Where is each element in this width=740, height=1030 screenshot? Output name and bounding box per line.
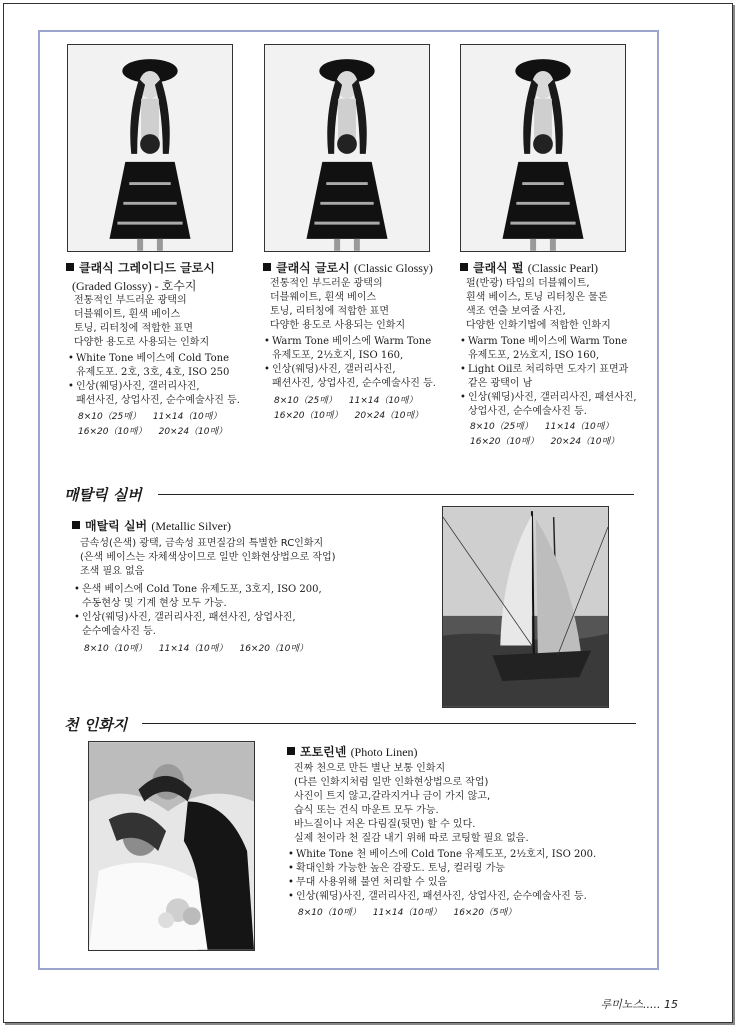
size-option: 16×20（10매） bbox=[78, 427, 147, 437]
spec-item: • 은색 베이스에 Cold Tone 유제도포, 3호지, ISO 200, bbox=[74, 584, 322, 595]
desc-line: 사진이 트지 않고,갈라지거나 금이 가지 않고, bbox=[294, 791, 491, 802]
bullet-square-icon bbox=[460, 263, 468, 271]
desc-line: 습식 또는 건식 마운트 모두 가능. bbox=[294, 805, 439, 816]
page-footer bbox=[601, 996, 679, 1012]
size-list bbox=[78, 410, 239, 440]
size-option: 8×10（25매） bbox=[274, 396, 337, 406]
size-option: 8×10（25매） bbox=[470, 422, 533, 432]
size-option: 8×10（10매） bbox=[84, 644, 147, 654]
section-title-metallic: 매탈릭 실버 bbox=[64, 486, 142, 504]
spec-item: • 인상(웨딩)사진, 갤러리사진, 패션사진, 상업사진, 순수예술사진 등. bbox=[288, 891, 587, 902]
desc-line: 전통적인 부드러운 광택의 bbox=[270, 278, 383, 289]
spec-item: • 무대 사용위해 불연 처리할 수 있음 bbox=[288, 877, 448, 888]
size-list bbox=[84, 642, 320, 657]
size-option: 16×20（10매） bbox=[274, 411, 343, 421]
size-list bbox=[298, 906, 528, 921]
size-option: 20×24（10매） bbox=[550, 437, 620, 447]
size-option: 11×14（10매） bbox=[152, 412, 222, 422]
product-photo-classic-pearl bbox=[460, 44, 626, 252]
product-specs bbox=[68, 352, 240, 408]
size-list bbox=[470, 420, 631, 450]
size-option: 8×10（25매） bbox=[78, 412, 141, 422]
size-option: 16×20（5매） bbox=[453, 908, 517, 918]
desc-line: 펄(반광) 타입의 더블웨이트, bbox=[466, 278, 590, 289]
spec-item: • 인상(웨딩)사진, 갤러리사진, bbox=[264, 364, 396, 375]
product-title-en: (Metallic Silver) bbox=[151, 519, 231, 533]
desc-line: 다양한 용도로 사용되는 인화지 bbox=[270, 320, 406, 331]
size-option: 16×20（10매） bbox=[470, 437, 539, 447]
product-title-ko: 클래식 그레이디드 글로시 bbox=[79, 261, 215, 275]
product-subtitle: (Graded Glossy) - 호수지 bbox=[72, 279, 197, 293]
size-option: 8×10（10매） bbox=[298, 908, 361, 918]
product-specs bbox=[460, 335, 637, 419]
wedding-couple-image bbox=[89, 742, 254, 950]
product-title-ko: 클래식 글로시 bbox=[276, 261, 350, 275]
desc-line: 토닝, 리터칭에 적합한 표면 bbox=[270, 306, 389, 317]
spec-item: • White Tone 베이스에 Cold Tone bbox=[68, 353, 230, 364]
section-divider bbox=[142, 723, 636, 724]
sailboat-photo bbox=[442, 506, 609, 708]
product-title bbox=[460, 259, 598, 276]
desc-line: (다른 인화지처럼 일반 인화현상법으로 작업) bbox=[294, 777, 489, 788]
size-option: 20×24（10매） bbox=[354, 411, 424, 421]
product-title-ko: 매탈릭 실버 bbox=[85, 519, 148, 533]
spec-item-cont: 같은 광택이 남 bbox=[468, 378, 533, 389]
size-option: 11×14（10매） bbox=[348, 396, 418, 406]
product-description bbox=[270, 277, 405, 333]
spec-item-cont: 유제도포, 2½호지, ISO 160, bbox=[272, 350, 404, 361]
product-title bbox=[263, 259, 433, 276]
spec-item-cont: 순수예술사진 등. bbox=[82, 626, 156, 637]
product-specs bbox=[264, 335, 436, 391]
product-description bbox=[74, 294, 209, 350]
size-option: 11×14（10매） bbox=[158, 644, 228, 654]
size-option: 11×14（10매） bbox=[372, 908, 442, 918]
footer-brand: 루미노스 bbox=[600, 998, 644, 1011]
spec-item: • 인상(웨딩)사진, 갤러리사진, 패션사진, bbox=[460, 392, 637, 403]
fashion-model-photo bbox=[68, 45, 232, 251]
product-photo-graded-glossy bbox=[67, 44, 233, 252]
spec-item-cont: 패션사진, 상업사진, 순수예술사진 등. bbox=[272, 378, 436, 389]
product-title-en: (Classic Pearl) bbox=[527, 261, 599, 275]
footer-dots: ..... bbox=[643, 998, 661, 1011]
product-description bbox=[294, 762, 529, 846]
spec-item: • Warm Tone 베이스에 Warm Tone bbox=[460, 336, 628, 347]
desc-line: 진짜 천으로 만든 별난 보통 인화지 bbox=[294, 763, 446, 774]
desc-line: 다양한 용도로 사용되는 인화지 bbox=[74, 337, 210, 348]
product-photo-classic-glossy bbox=[264, 44, 430, 252]
fashion-model-photo bbox=[265, 45, 429, 251]
wedding-couple-photo bbox=[88, 741, 255, 951]
bullet-square-icon bbox=[263, 263, 271, 271]
spec-item: • 인상(웨딩)사진, 갤러리사진, bbox=[68, 381, 200, 392]
desc-line: 금속성(은색) 광택, 금속성 표면질감의 특별한 RC인화지 bbox=[80, 538, 324, 549]
bullet-square-icon bbox=[72, 521, 80, 529]
desc-line: 전통적인 부드러운 광택의 bbox=[74, 295, 187, 306]
fashion-model-photo bbox=[461, 45, 625, 251]
section-divider bbox=[158, 494, 634, 495]
product-title bbox=[66, 259, 215, 276]
product-title-en: (Photo Linen) bbox=[350, 745, 418, 759]
product-title bbox=[72, 517, 231, 534]
spec-item: • Light Oil로 처리하면 도자기 표면과 bbox=[460, 364, 629, 375]
spec-item-cont: 유제도포, 2½호지, ISO 160, bbox=[468, 350, 600, 361]
bullet-square-icon bbox=[287, 747, 295, 755]
product-description bbox=[466, 277, 611, 333]
section-title-linen: 천 인화지 bbox=[64, 716, 128, 734]
spec-item-cont: 수동현상 및 기계 현상 모두 가능. bbox=[82, 598, 227, 609]
desc-line: 조색 필요 없음 bbox=[80, 566, 145, 577]
spec-item: • Warm Tone 베이스에 Warm Tone bbox=[264, 336, 432, 347]
desc-line: (은색 베이스는 자체색상이므로 일반 인화현상법으로 작업) bbox=[80, 552, 336, 563]
desc-line: 흰색 베이스, 토닝 리터칭은 물론 bbox=[466, 292, 608, 303]
product-title-en: (Classic Glossy) bbox=[353, 261, 433, 275]
product-title bbox=[287, 743, 418, 760]
product-title-ko: 포토린넨 bbox=[300, 745, 347, 759]
size-list bbox=[274, 394, 435, 424]
product-title-ko: 클래식 펄 bbox=[473, 261, 524, 275]
product-specs bbox=[288, 848, 596, 904]
spec-item-cont: 상업사진, 순수예술사진 등. bbox=[468, 406, 587, 417]
product-description bbox=[80, 537, 336, 579]
spec-item: • 인상(웨딩)사진, 갤러리사진, 패션사진, 상업사진, bbox=[74, 612, 296, 623]
size-option: 11×14（10매） bbox=[544, 422, 614, 432]
desc-line: 실제 천이라 천 질감 내기 위해 따로 코팅할 필요 없음. bbox=[294, 833, 529, 844]
spec-item: • 확대인화 가능한 높은 감광도. 토닝, 컬러링 가능 bbox=[288, 863, 505, 874]
size-option: 20×24（10매） bbox=[158, 427, 228, 437]
desc-line: 더블웨이트, 흰색 베이스 bbox=[74, 309, 181, 320]
bullet-square-icon bbox=[66, 263, 74, 271]
spec-item-cont: 패션사진, 상업사진, 순수예술사진 등. bbox=[76, 395, 240, 406]
spec-item: • White Tone 천 베이스에 Cold Tone 유제도포, 2½호지, ISO 200. bbox=[288, 849, 597, 860]
page-number: 15 bbox=[664, 998, 678, 1011]
spec-item-cont: 유제도포. 2호, 3호, 4호, ISO 250 bbox=[76, 367, 230, 378]
desc-line: 더블웨이트, 흰색 베이스 bbox=[270, 292, 377, 303]
desc-line: 색조 연출 보여줄 사진, bbox=[466, 306, 566, 317]
size-option: 16×20（10매） bbox=[239, 644, 309, 654]
desc-line: 토닝, 리터칭에 적합한 표면 bbox=[74, 323, 193, 334]
desc-line: 다양한 인화기법에 적합한 인화지 bbox=[466, 320, 611, 331]
sailboat-image bbox=[443, 507, 608, 707]
product-specs bbox=[74, 583, 322, 639]
desc-line: 바느질이나 저온 다림질(뒷면) 할 수 있다. bbox=[294, 819, 476, 830]
